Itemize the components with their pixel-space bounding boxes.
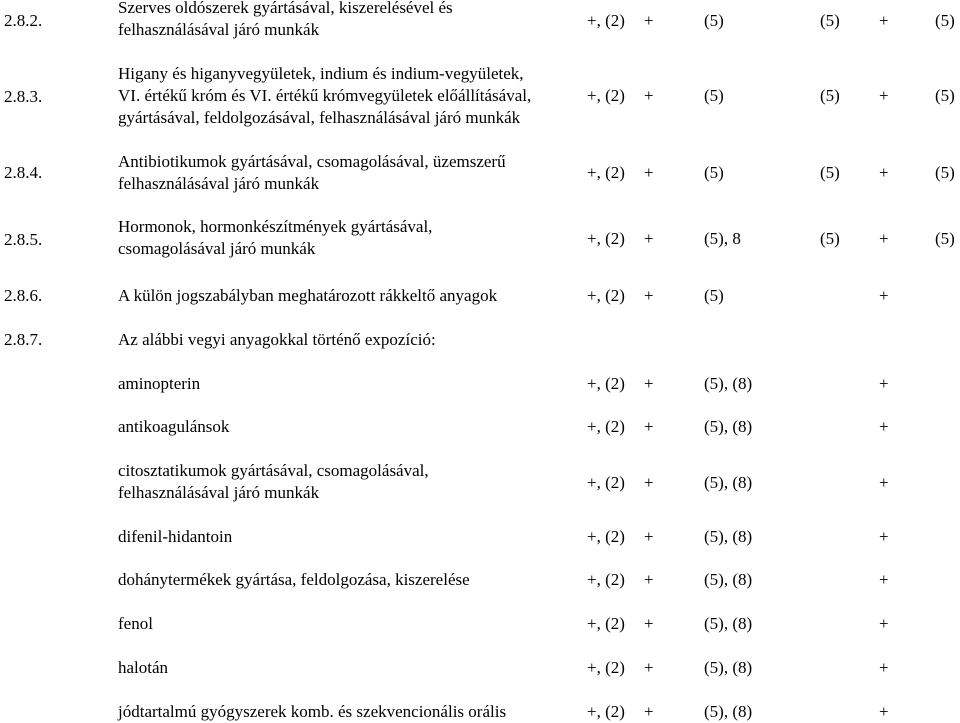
cell-col2: + <box>644 473 654 492</box>
cell-col5: + <box>879 374 889 393</box>
cell-col1: +, (2) <box>587 286 625 305</box>
row-number: 2.8.6. <box>4 286 43 305</box>
description-line: A külön jogszabályban meghatározott rákkeltő anyagok <box>118 286 498 305</box>
description-line: halotán <box>118 658 169 677</box>
description-line: fenol <box>118 614 153 633</box>
cell-col6: (5) <box>935 86 955 105</box>
row-description <box>118 701 588 723</box>
cell-col2: + <box>644 286 654 305</box>
row-description <box>118 569 588 591</box>
cell-col3: (5) <box>704 11 724 30</box>
cell-col2: + <box>644 527 654 546</box>
cell-col4: (5) <box>820 86 840 105</box>
cell-col1: +, (2) <box>587 163 625 182</box>
row-description <box>118 613 588 635</box>
description-line: dohánytermékek gyártása, feldolgozása, kiszerelése <box>118 570 470 589</box>
row-description <box>118 0 588 41</box>
cell-col2: + <box>644 229 654 248</box>
description-line: VI. értékű króm és VI. értékű krómvegyületek előállításával, <box>118 86 532 105</box>
cell-col2: + <box>644 658 654 677</box>
cell-col4: (5) <box>820 163 840 182</box>
cell-col3: (5), (8) <box>704 417 753 436</box>
row-number: 2.8.2. <box>4 11 43 30</box>
cell-col3: (5) <box>704 163 724 182</box>
cell-col3: (5), (8) <box>704 374 753 393</box>
cell-col6: (5) <box>935 229 955 248</box>
cell-col4: (5) <box>820 229 840 248</box>
row-number: 2.8.5. <box>4 230 43 249</box>
row-description <box>118 373 588 395</box>
description-line: felhasználásával járó munkák <box>118 174 320 193</box>
description-line: jódtartalmú gyógyszerek komb. és szekvencionális orális <box>118 702 507 721</box>
cell-col2: + <box>644 570 654 589</box>
cell-col2: + <box>644 86 654 105</box>
description-line: Higany és higanyvegyületek, indium és indium-vegyületek, <box>118 64 524 83</box>
cell-col5: + <box>879 702 889 721</box>
cell-col1: +, (2) <box>587 658 625 677</box>
cell-col5: + <box>879 86 889 105</box>
cell-col2: + <box>644 417 654 436</box>
cell-col3: (5), (8) <box>704 702 753 721</box>
description-line: Hormonok, hormonkészítmények gyártásával, <box>118 217 433 236</box>
cell-col1: +, (2) <box>587 86 625 105</box>
description-line: citosztatikumok gyártásával, csomagolásával, <box>118 461 429 480</box>
cell-col6: (5) <box>935 11 955 30</box>
row-number: 2.8.3. <box>4 87 43 106</box>
cell-col5: + <box>879 614 889 633</box>
description-line: felhasználásával járó munkák <box>118 483 320 502</box>
cell-col2: + <box>644 702 654 721</box>
row-description <box>118 460 588 504</box>
description-line: antikoagulánsok <box>118 417 230 436</box>
description-line: gyártásával, feldolgozásával, felhasználásával járó munkák <box>118 108 521 127</box>
cell-col3: (5), (8) <box>704 570 753 589</box>
description-line: Az alábbi vegyi anyagokkal történő expozíció: <box>118 330 436 349</box>
cell-col5: + <box>879 570 889 589</box>
cell-col5: + <box>879 11 889 30</box>
row-description <box>118 526 588 548</box>
description-line: csomagolásával járó munkák <box>118 239 316 258</box>
cell-col5: + <box>879 527 889 546</box>
cell-col3: (5), (8) <box>704 614 753 633</box>
row-description <box>118 151 588 195</box>
cell-col1: +, (2) <box>587 614 625 633</box>
cell-col1: +, (2) <box>587 570 625 589</box>
cell-col2: + <box>644 11 654 30</box>
cell-col1: +, (2) <box>587 374 625 393</box>
cell-col4: (5) <box>820 11 840 30</box>
cell-col3: (5), (8) <box>704 527 753 546</box>
description-line: Szerves oldószerek gyártásával, kiszerelésével és <box>118 0 453 17</box>
cell-col1: +, (2) <box>587 11 625 30</box>
cell-col3: (5) <box>704 86 724 105</box>
row-number: 2.8.4. <box>4 163 43 182</box>
cell-col3: (5), 8 <box>704 229 741 248</box>
cell-col5: + <box>879 417 889 436</box>
cell-col2: + <box>644 374 654 393</box>
cell-col1: +, (2) <box>587 473 625 492</box>
cell-col5: + <box>879 286 889 305</box>
row-description <box>118 285 588 307</box>
row-number: 2.8.7. <box>4 330 43 349</box>
description-line: Antibiotikumok gyártásával, csomagolásával, üzemszerű <box>118 152 506 171</box>
description-line: felhasználásával járó munkák <box>118 20 320 39</box>
cell-col1: +, (2) <box>587 417 625 436</box>
cell-col1: +, (2) <box>587 527 625 546</box>
cell-col1: +, (2) <box>587 229 625 248</box>
description-line: aminopterin <box>118 374 201 393</box>
cell-col5: + <box>879 658 889 677</box>
row-description <box>118 63 588 129</box>
row-description <box>118 216 588 260</box>
cell-col6: (5) <box>935 163 955 182</box>
cell-col3: (5) <box>704 286 724 305</box>
cell-col3: (5), (8) <box>704 658 753 677</box>
cell-col5: + <box>879 163 889 182</box>
cell-col2: + <box>644 614 654 633</box>
row-description <box>118 416 588 438</box>
cell-col1: +, (2) <box>587 702 625 721</box>
cell-col5: + <box>879 473 889 492</box>
cell-col5: + <box>879 229 889 248</box>
cell-col2: + <box>644 163 654 182</box>
row-description <box>118 657 588 679</box>
cell-col3: (5), (8) <box>704 473 753 492</box>
description-line: difenil-hidantoin <box>118 527 233 546</box>
row-description <box>118 329 588 351</box>
